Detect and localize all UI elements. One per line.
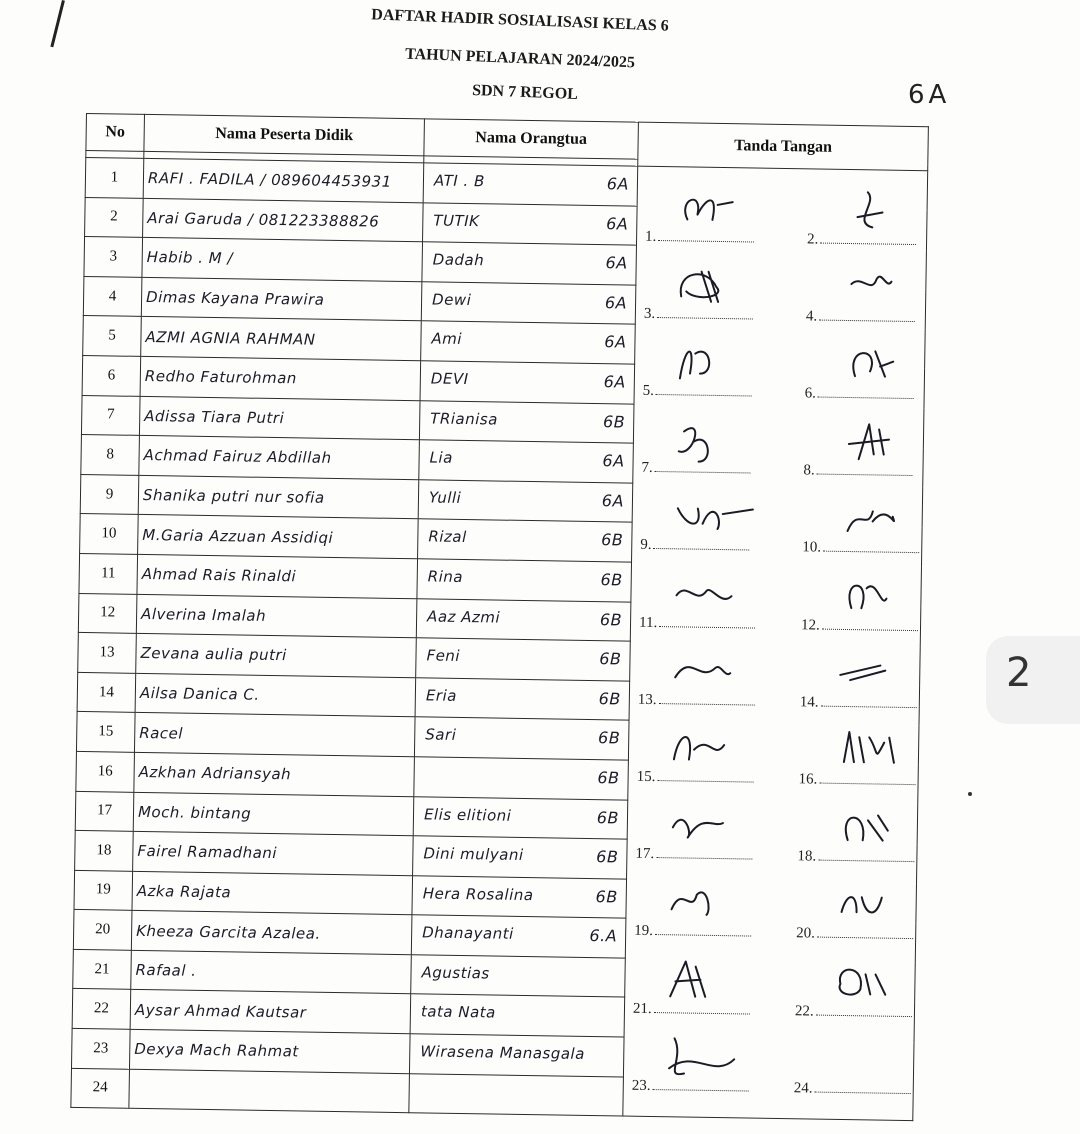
- row-number: 8: [81, 435, 140, 475]
- row-number: 13: [78, 633, 137, 673]
- class-label: 6A: [604, 292, 628, 313]
- student-name: Azka Rajata: [132, 871, 413, 915]
- document-title: DAFTAR HADIR SOSIALISASI KELAS 6: [371, 6, 670, 35]
- parent-cell: [415, 677, 630, 720]
- signature-slot-number: 13.: [637, 691, 657, 708]
- parent-name: Hera Rosalina: [422, 884, 534, 904]
- parent-cell: [413, 836, 628, 879]
- row-number: 23: [71, 1028, 130, 1068]
- signature-slot-number: 1.: [645, 228, 657, 245]
- header-signature: Tanda Tangan: [638, 122, 929, 171]
- student-name: Racel: [134, 713, 415, 757]
- row-number: 16: [76, 751, 135, 791]
- student-name: Dexya Mach Rahmat: [129, 1029, 410, 1073]
- class-label: 6B: [595, 886, 618, 907]
- signature-stroke: [679, 428, 709, 462]
- school-name: SDN 7 REGOL: [471, 81, 579, 104]
- handwritten-signature: [667, 807, 758, 853]
- parent-name: Dini mulyani: [423, 844, 524, 865]
- parent-cell: [417, 559, 632, 602]
- class-label: 6.A: [589, 926, 618, 946]
- row-number: 4: [83, 276, 142, 316]
- parent-name: Dhanayanti: [422, 923, 514, 944]
- signature-stroke: [678, 508, 753, 529]
- parent-name: ATI . B: [433, 171, 485, 191]
- handwritten-signature: [674, 421, 765, 467]
- signature-area: [623, 167, 927, 1121]
- class-label: 6B: [596, 807, 620, 827]
- handwritten-signature: [670, 652, 761, 698]
- parent-cell: [416, 638, 631, 681]
- row-number: 7: [81, 395, 140, 435]
- parent-name: Elis elitioni: [423, 804, 512, 825]
- parent-name: tata Nata: [420, 1002, 496, 1023]
- signature-slot-number: 19.: [634, 923, 654, 940]
- parent-name: DEVI: [430, 369, 469, 389]
- signature-slot-number: 21.: [632, 1000, 652, 1017]
- parent-cell: [414, 717, 629, 760]
- row-number: 22: [72, 989, 131, 1029]
- signature-column: [623, 166, 928, 1121]
- signature-slot-number: 8.: [803, 462, 815, 479]
- student-name: Dimas Kayana Prawira: [141, 277, 422, 321]
- signature-stroke: [669, 1038, 735, 1075]
- handwritten-signature: [840, 655, 928, 701]
- handwritten-signature: [672, 498, 763, 544]
- signature-stroke: [844, 732, 894, 763]
- signature-stroke: [849, 424, 890, 460]
- student-name: Moch. bintang: [133, 792, 414, 836]
- parent-cell: [423, 163, 638, 206]
- parent-cell: [410, 994, 625, 1037]
- parent-name: TUTIK: [433, 211, 480, 230]
- row-number: 14: [77, 672, 136, 712]
- row-number: 1: [85, 158, 144, 198]
- row-number: 5: [83, 316, 142, 356]
- parent-name: TRianisa: [430, 409, 499, 429]
- student-name: Achmad Fairuz Abdillah: [139, 436, 420, 480]
- student-name: Habib . M /: [142, 238, 423, 282]
- parent-name: Dadah: [432, 250, 485, 270]
- signature-slot-number: 4.: [805, 308, 818, 325]
- signature-slot-number: 10.: [802, 539, 822, 556]
- parent-cell: [423, 202, 638, 245]
- parent-cell: [419, 440, 634, 483]
- student-name: Azkhan Adriansyah: [134, 752, 415, 796]
- row-number: 19: [74, 870, 133, 910]
- signature-slot-number: 6.: [804, 385, 817, 402]
- row-number: 20: [73, 910, 132, 950]
- parent-cell: [419, 400, 634, 443]
- class-label: 6A: [606, 213, 629, 234]
- parent-name: Rina: [427, 567, 464, 586]
- signature-slot-number: 22.: [794, 1002, 814, 1020]
- row-number: 21: [73, 949, 132, 989]
- class-label: 6B: [597, 728, 621, 748]
- handwritten-signature: [666, 884, 757, 930]
- parent-cell: [411, 915, 626, 958]
- student-name: Zevana aulia putri: [136, 633, 417, 677]
- parent-cell: [411, 955, 626, 998]
- signature-stroke: [849, 586, 886, 609]
- row-number: 10: [80, 514, 139, 554]
- student-name: [129, 1069, 410, 1113]
- parent-name: Wirasena Manasgala: [420, 1042, 586, 1064]
- signature-slot-number: 17.: [635, 845, 655, 863]
- signature-stroke: [851, 276, 891, 285]
- handwritten-signature: [675, 344, 766, 390]
- signature-stroke: [846, 815, 888, 841]
- header-parent-name: Nama Orangtua: [424, 119, 639, 159]
- signature-stroke: [673, 819, 723, 837]
- class-label: 6A: [602, 451, 625, 471]
- signature-stroke: [842, 897, 882, 913]
- student-name: Shanika putri nur sofia: [138, 475, 419, 519]
- handwritten-signature: [844, 424, 928, 470]
- signature-slot-number: 2.: [806, 230, 819, 248]
- class-label: 6A: [606, 174, 630, 194]
- class-label: 6B: [601, 530, 624, 550]
- signature-stroke: [671, 892, 708, 915]
- handwritten-signature: [677, 189, 768, 235]
- handwritten-signature: [847, 192, 928, 238]
- class-label: 6B: [599, 609, 623, 630]
- handwritten-signature: [669, 730, 760, 776]
- signature-stroke: [848, 511, 895, 532]
- signature-slot-number: 18.: [797, 848, 817, 865]
- signature-slot-number: 14.: [799, 694, 819, 711]
- student-name: Arai Garuda / 081223388826: [143, 198, 424, 242]
- header-no: No: [86, 114, 145, 152]
- student-name: Ailsa Danica C.: [135, 673, 416, 717]
- signature-slot-number: 20.: [796, 925, 816, 942]
- class-label: 6B: [597, 768, 620, 788]
- signature-stroke: [680, 352, 709, 379]
- handwritten-signature: [837, 809, 927, 855]
- parent-cell: [416, 598, 631, 641]
- academic-year: TAHUN PELAJARAN 2024/2025: [404, 45, 636, 72]
- parent-name: Eria: [425, 686, 458, 705]
- signature-slot-number: 3.: [643, 305, 656, 322]
- parent-name: Dewi: [431, 290, 472, 309]
- parent-cell: [421, 321, 636, 364]
- handwritten-signature: [665, 961, 756, 1007]
- student-name: Kheeza Garcita Azalea.: [131, 911, 412, 955]
- attendance-sheet: [70, 113, 956, 1127]
- row-number: 18: [75, 831, 134, 871]
- parent-name: Sari: [425, 725, 457, 745]
- parent-name: Rizal: [428, 527, 467, 547]
- parent-name: Lia: [429, 448, 453, 467]
- handwritten-signature: [836, 887, 927, 933]
- handwritten-signature: [664, 1038, 755, 1084]
- class-label: 6B: [598, 688, 622, 709]
- row-number: 3: [84, 237, 143, 277]
- student-name: RAFI . FADILA / 089604453931: [143, 158, 424, 202]
- signature-stroke: [840, 665, 885, 681]
- row-number: 11: [79, 553, 138, 593]
- handwritten-signature: [835, 964, 926, 1010]
- signature-slot-number: 11.: [638, 614, 658, 631]
- student-name: Fairel Ramadhani: [133, 831, 414, 875]
- signature-slot-number: 23.: [631, 1077, 651, 1094]
- signature-dotted-line: [814, 1079, 910, 1094]
- handwritten-signature: [841, 578, 928, 624]
- row-number: 6: [82, 355, 141, 395]
- parent-name: Yulli: [428, 488, 462, 507]
- parent-name: Feni: [426, 646, 461, 666]
- row-number: 9: [80, 474, 139, 514]
- student-name: Alverina Imalah: [136, 594, 417, 638]
- parent-name: Agustias: [421, 963, 490, 983]
- attendance-rows: [71, 158, 928, 1121]
- signature-stroke: [857, 192, 883, 227]
- parent-cell: [422, 242, 637, 285]
- signature-stroke: [685, 200, 733, 221]
- parent-cell: [409, 1034, 624, 1077]
- signature-stroke: [676, 590, 731, 600]
- student-name: M.Garia Azzuan Assidiqi: [138, 515, 419, 559]
- header-student-name: Nama Peserta Didik: [144, 114, 425, 155]
- student-name: Rafaal .: [131, 950, 412, 994]
- ink-dot: [968, 792, 972, 796]
- signature-slot: [794, 1079, 911, 1099]
- student-name: Adissa Tiara Putri: [139, 396, 420, 440]
- parent-cell: [414, 757, 629, 800]
- row-number: 15: [76, 712, 135, 752]
- parent-cell: [412, 875, 627, 918]
- student-name: Redho Faturohman: [140, 356, 421, 400]
- class-label: 6B: [596, 847, 619, 867]
- parent-cell: [420, 361, 635, 404]
- student-name: Ahmad Rais Rinaldi: [137, 554, 418, 598]
- row-number: 17: [75, 791, 134, 831]
- handwritten-signature: [676, 266, 767, 312]
- row-number: 24: [71, 1068, 130, 1108]
- signature-stroke: [675, 666, 730, 678]
- parent-cell: [418, 519, 633, 562]
- signature-slot-number: 16.: [798, 771, 818, 788]
- student-name: AZMI AGNIA RAHMAN: [141, 317, 422, 361]
- signature-stroke: [674, 737, 724, 760]
- row-number: 12: [78, 593, 137, 633]
- class-label: 6A: [605, 253, 628, 273]
- handwritten-signature: [842, 501, 927, 547]
- class-label: 6A: [604, 332, 627, 352]
- parent-cell: [418, 480, 633, 523]
- attendance-table: [70, 113, 929, 1121]
- handwritten-signature: [845, 346, 928, 392]
- page-indicator-badge: [986, 636, 1080, 724]
- page-number: 2: [1006, 650, 1032, 696]
- parent-cell: [409, 1073, 624, 1116]
- signature-stroke: [853, 351, 893, 377]
- signature-slot-number: 7.: [641, 459, 653, 477]
- handwritten-signature: [846, 269, 928, 315]
- signature-slot-number: 24.: [793, 1080, 813, 1097]
- handwritten-class-mark: 6A: [908, 80, 951, 110]
- handwritten-signature: [839, 732, 928, 778]
- parent-cell: [413, 796, 628, 839]
- signature-slot-number: 9.: [640, 537, 652, 554]
- pen-stroke-mark: [50, 0, 65, 47]
- class-label: 6A: [603, 372, 626, 392]
- class-label: 6B: [599, 649, 622, 669]
- signature-slot-number: 5.: [642, 382, 655, 399]
- handwritten-signature: [671, 575, 762, 621]
- signature-slot-number: 15.: [636, 768, 656, 786]
- class-label: 6B: [602, 411, 626, 432]
- row-number: 2: [85, 197, 144, 237]
- parent-name: Aaz Azmi: [427, 606, 501, 627]
- signature-stroke: [681, 272, 719, 303]
- parent-name: Ami: [431, 329, 463, 349]
- class-label: 6A: [601, 490, 625, 511]
- signature-slot-number: 12.: [800, 616, 820, 634]
- class-label: 6B: [600, 570, 623, 590]
- parent-cell: [421, 282, 636, 325]
- student-name: Aysar Ahmad Kautsar: [130, 990, 411, 1034]
- signature-stroke: [839, 970, 885, 996]
- signature-stroke: [670, 961, 706, 997]
